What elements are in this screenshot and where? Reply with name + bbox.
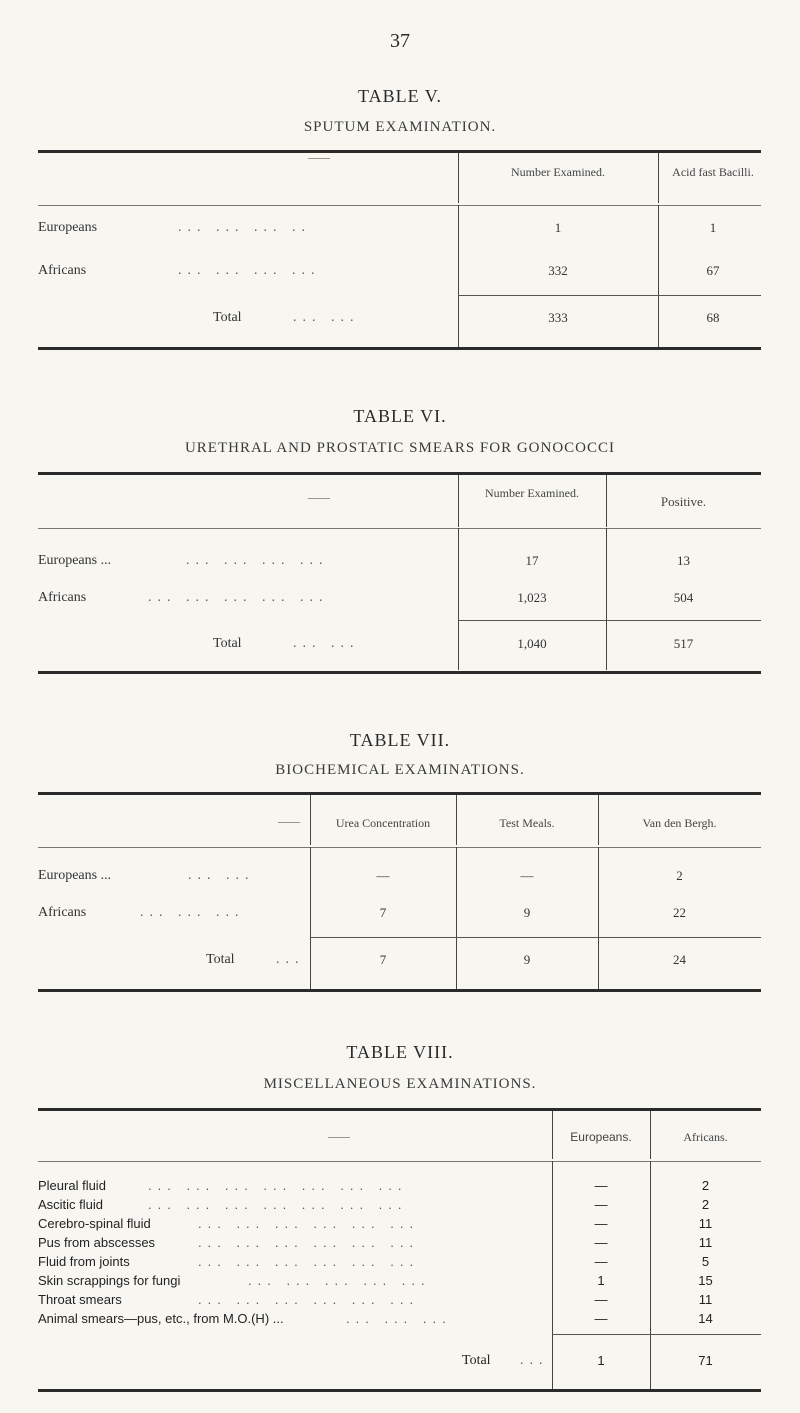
table7-header-blank: ——	[278, 816, 300, 828]
list-item	[38, 1216, 420, 1231]
row-label: Africans	[38, 263, 87, 278]
row-label: Animal smears—pus, etc., from M.O.(H) ...	[38, 1311, 284, 1326]
table7-total-van-den-bergh: 24	[673, 952, 686, 967]
table5-col-number: Number Examined.	[511, 165, 605, 179]
table7-africans-van-den-bergh: 22	[673, 905, 686, 920]
row-label: Europeans ...	[38, 553, 112, 568]
table8-row-europeans: —	[594, 1311, 608, 1326]
row-label: Pleural fluid	[38, 1178, 106, 1193]
table6-europeans-positive: 13	[677, 553, 690, 568]
table8-row-africans: 11	[698, 1235, 713, 1250]
row-label: Africans	[38, 590, 87, 605]
leader-dots: ... ... ...	[346, 1311, 452, 1326]
table-total-row	[213, 310, 360, 326]
leader-dots: ... ... ... ...	[186, 553, 329, 568]
row-label: Ascitic fluid	[38, 1197, 104, 1212]
leader-dots: ... ... ... ..	[178, 220, 311, 235]
row-label: Throat smears	[38, 1292, 122, 1307]
table-total-row	[206, 952, 305, 968]
row-label: Cerebro-spinal fluid	[38, 1216, 151, 1231]
table5-total-number: 333	[548, 310, 568, 325]
leader-dots: ... ... ... ... ... ...	[198, 1254, 420, 1269]
table7-total-urea: 7	[379, 952, 387, 967]
table8	[38, 1108, 761, 1393]
table5-total-acid: 68	[706, 310, 720, 325]
table8-row-europeans: —	[594, 1197, 608, 1212]
table7-title: TABLE VII.	[349, 730, 451, 750]
table8-total-africans: 71	[698, 1353, 713, 1368]
table6-total-positive: 517	[673, 636, 694, 651]
row-label: Fluid from joints	[38, 1254, 130, 1269]
table8-row-africans: 2	[701, 1197, 710, 1212]
row-label: Skin scrappings for fungi	[38, 1273, 181, 1288]
table7-africans-test-meals: 9	[523, 905, 531, 920]
table8-row-africans: 2	[701, 1178, 710, 1193]
table8-row-europeans: —	[594, 1178, 608, 1193]
list-item	[38, 1235, 420, 1250]
table6-subtitle: URETHRAL AND PROSTATIC SMEARS FOR GONOCOCCI	[184, 440, 616, 456]
row-label: Africans	[38, 905, 87, 920]
table-row	[38, 553, 329, 569]
table-row	[38, 590, 329, 606]
table7-europeans-test-meals: —	[520, 868, 534, 883]
page-number: 37	[390, 30, 410, 52]
table8-row-africans: 5	[701, 1254, 710, 1269]
table5-col-acid: Acid fast Bacilli.	[672, 165, 754, 179]
table-total-row	[213, 636, 360, 652]
list-item	[38, 1311, 452, 1326]
table8-subtitle: MISCELLANEOUS EXAMINATIONS.	[263, 1076, 537, 1092]
table8-row-europeans: —	[594, 1216, 608, 1231]
list-item	[38, 1178, 408, 1193]
leader-dots: ... ... ... ... ... ...	[198, 1216, 420, 1231]
table8-row-africans: 15	[698, 1273, 713, 1288]
table-row	[38, 263, 321, 279]
row-label: Pus from abscesses	[38, 1235, 156, 1250]
leader-dots: ... ...	[188, 868, 255, 883]
table8-title: TABLE VIII.	[346, 1042, 454, 1062]
table7-subtitle: BIOCHEMICAL EXAMINATIONS.	[275, 762, 525, 778]
table7-col-urea: Urea Concentration	[335, 816, 431, 830]
table6	[38, 472, 761, 672]
table8-row-europeans: —	[594, 1235, 608, 1250]
leader-dots: ... ... ... ... ... ...	[198, 1235, 420, 1250]
total-label: Total	[213, 636, 242, 651]
table8-col-africans: Africans.	[683, 1130, 728, 1144]
total-label: Total	[206, 952, 235, 967]
table6-europeans-number: 17	[525, 553, 539, 568]
row-label: Europeans	[38, 220, 98, 235]
table8-row-europeans: —	[594, 1254, 608, 1269]
leader-dots: ... ...	[293, 636, 360, 651]
list-item	[38, 1292, 420, 1307]
table8-row-europeans: —	[594, 1292, 608, 1307]
list-item	[38, 1254, 420, 1269]
table-total-row	[462, 1353, 549, 1369]
leader-dots: ... ... ... ... ...	[248, 1273, 431, 1288]
leader-dots: ... ... ... ... ... ...	[198, 1292, 420, 1307]
table8-col-europeans: Europeans.	[570, 1130, 632, 1144]
table5-header-blank: ——	[308, 152, 330, 164]
total-label: Total	[213, 310, 242, 325]
table-row	[38, 905, 245, 921]
table6-africans-positive: 504	[673, 590, 694, 605]
row-label: Europeans ...	[38, 868, 112, 883]
table5	[38, 150, 761, 350]
leader-dots: ... ... ...	[140, 905, 245, 920]
table7-col-van-den-bergh: Van den Bergh.	[642, 816, 717, 830]
leader-dots: ... ... ... ...	[178, 263, 321, 278]
leader-dots: ... ... ... ... ... ... ...	[148, 1197, 408, 1212]
table6-col-positive: Positive.	[660, 494, 707, 509]
list-item	[38, 1273, 431, 1288]
table8-row-africans: 11	[698, 1292, 713, 1307]
table8-row-africans: 11	[698, 1216, 713, 1231]
table-row	[38, 220, 311, 236]
table8-row-europeans: 1	[597, 1273, 605, 1288]
table6-header-blank: ——	[308, 492, 330, 504]
leader-dots: ...	[520, 1353, 549, 1368]
table5-europeans-acid: 1	[709, 220, 717, 235]
table7-europeans-van-den-bergh: 2	[676, 868, 683, 883]
table7	[38, 792, 761, 992]
table7-col-test-meals: Test Meals.	[499, 816, 555, 830]
table7-total-test-meals: 9	[523, 952, 531, 967]
table8-header-blank: ——	[328, 1131, 350, 1143]
leader-dots: ... ... ... ... ...	[148, 590, 329, 605]
table7-europeans-urea: —	[376, 868, 390, 883]
table-row	[38, 868, 255, 884]
table5-europeans-number: 1	[554, 220, 562, 235]
leader-dots: ...	[276, 952, 305, 967]
leader-dots: ... ... ... ... ... ... ...	[148, 1178, 408, 1193]
table5-africans-number: 332	[548, 263, 568, 278]
table6-africans-number: 1,023	[517, 590, 547, 605]
table5-subtitle: SPUTUM EXAMINATION.	[303, 119, 497, 135]
table6-title: TABLE VI.	[353, 406, 447, 426]
total-label: Total	[462, 1353, 491, 1368]
table6-total-number: 1,040	[517, 636, 547, 651]
table8-total-europeans: 1	[597, 1353, 605, 1368]
table7-africans-urea: 7	[379, 905, 387, 920]
leader-dots: ... ...	[293, 310, 360, 325]
table8-row-africans: 14	[698, 1311, 713, 1326]
table5-africans-acid: 67	[706, 263, 720, 278]
list-item	[38, 1197, 408, 1212]
table5-title: TABLE V.	[358, 86, 442, 106]
table6-col-number: Number Examined.	[485, 486, 579, 500]
